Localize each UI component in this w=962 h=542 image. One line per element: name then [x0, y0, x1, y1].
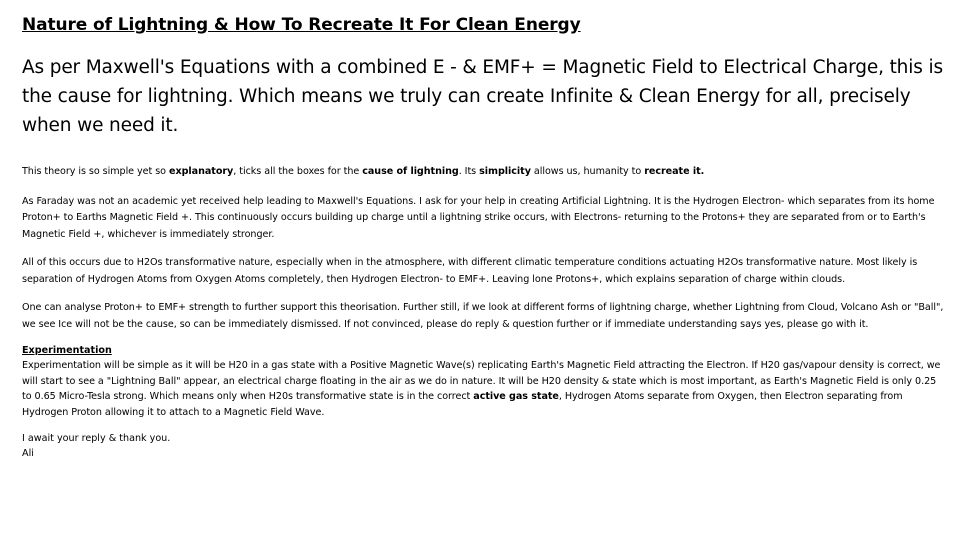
- paragraph-analysis: One can analyse Proton+ to EMF+ strength to further support this theorisation. Further still, if we look at different forms of lightning charge, whether Lightning from Cloud, Volcano Ash or "Ball", we see Ice will not be the cause, so can be immediately dismissed. If not convinced, please do reply & question further or if immediate understanding says yes, please go with it.: [22, 302, 944, 330]
- closing-line: I await your reply & thank you.: [22, 433, 171, 444]
- paragraph-faraday: As Faraday was not an academic yet received help leading to Maxwell's Equations. I ask for your help in creating Artificial Lightning. It is the Hydrogen Electron- which separates from its home Proton+ to Earths Magnetic Field +. This continuously occurs building up charge until a lightning strike occurs, with Electrons- returning to the Protons+ they are separated from or to Earth's Magnetic Field +, whichever is immediately stronger.: [22, 195, 935, 240]
- paragraph-h2o: All of this occurs due to H2Os transformative nature, especially when in the atmosphere, with different climatic temperature conditions actuating H2Os transformative nature. Most likely is separation of Hydrogen Atoms from Oxygen Atoms completely, then Hydrogen Electron- to EMF+. Leaving lone Protons+, which explains separation of charge within clouds.: [22, 257, 918, 285]
- signature: Ali: [22, 448, 34, 459]
- intro-bold-recreate: recreate it.: [644, 166, 705, 177]
- intro-text-1: This theory is so simple yet so: [22, 166, 169, 177]
- intro-bold-cause: cause of lightning: [362, 166, 459, 177]
- document-page: [22, 14, 944, 461]
- lead-statement: As per Maxwell's Equations with a combined E - & EMF+ = Magnetic Field to Electrical Charge, this is the cause for lightning. Which means we truly can create Infinite & Clean Energy for all, precisely when we need it.: [22, 57, 943, 136]
- intro-text-4: allows us, humanity to: [530, 166, 645, 177]
- experimentation-heading: Experimentation: [22, 345, 112, 356]
- intro-bold-simplicity: simplicity: [479, 166, 531, 177]
- closing-block: [22, 431, 944, 461]
- intro-text-2: , ticks all the boxes for the: [233, 166, 363, 177]
- page-title: Nature of Lightning & How To Recreate It For Clean Energy: [22, 15, 581, 35]
- experimentation-text-1: Experimentation will be simple as it will be H20 in a gas state with a Positive Magnetic Wave(s) replicating Earth's Magnetic Field attracting the Electron. If H20 gas/vapour density is correct, we will start to see a "Lightning Ball" appear, an electrical charge floating in the air as we do in nature. It will be H20 density & state which is most important, as Earth's Magnetic Field is only 0.25 to 0.65 Micro-Tesla strong. Which means only when H20s transformative state is in the correct: [22, 360, 941, 402]
- experimentation-text-2: , Hydrogen Atoms separate from Oxygen, then Electron separating from Hydrogen Proton allowing it to attach to a Magnetic Field Wave.: [22, 391, 903, 418]
- intro-bold-explanatory: explanatory: [169, 166, 234, 177]
- intro-text-3: . Its: [458, 166, 480, 177]
- paragraph-intro: [22, 164, 944, 181]
- experimentation-body: [22, 358, 944, 420]
- experimentation-section: [22, 344, 944, 420]
- experimentation-bold-active-gas: active gas state: [473, 391, 559, 402]
